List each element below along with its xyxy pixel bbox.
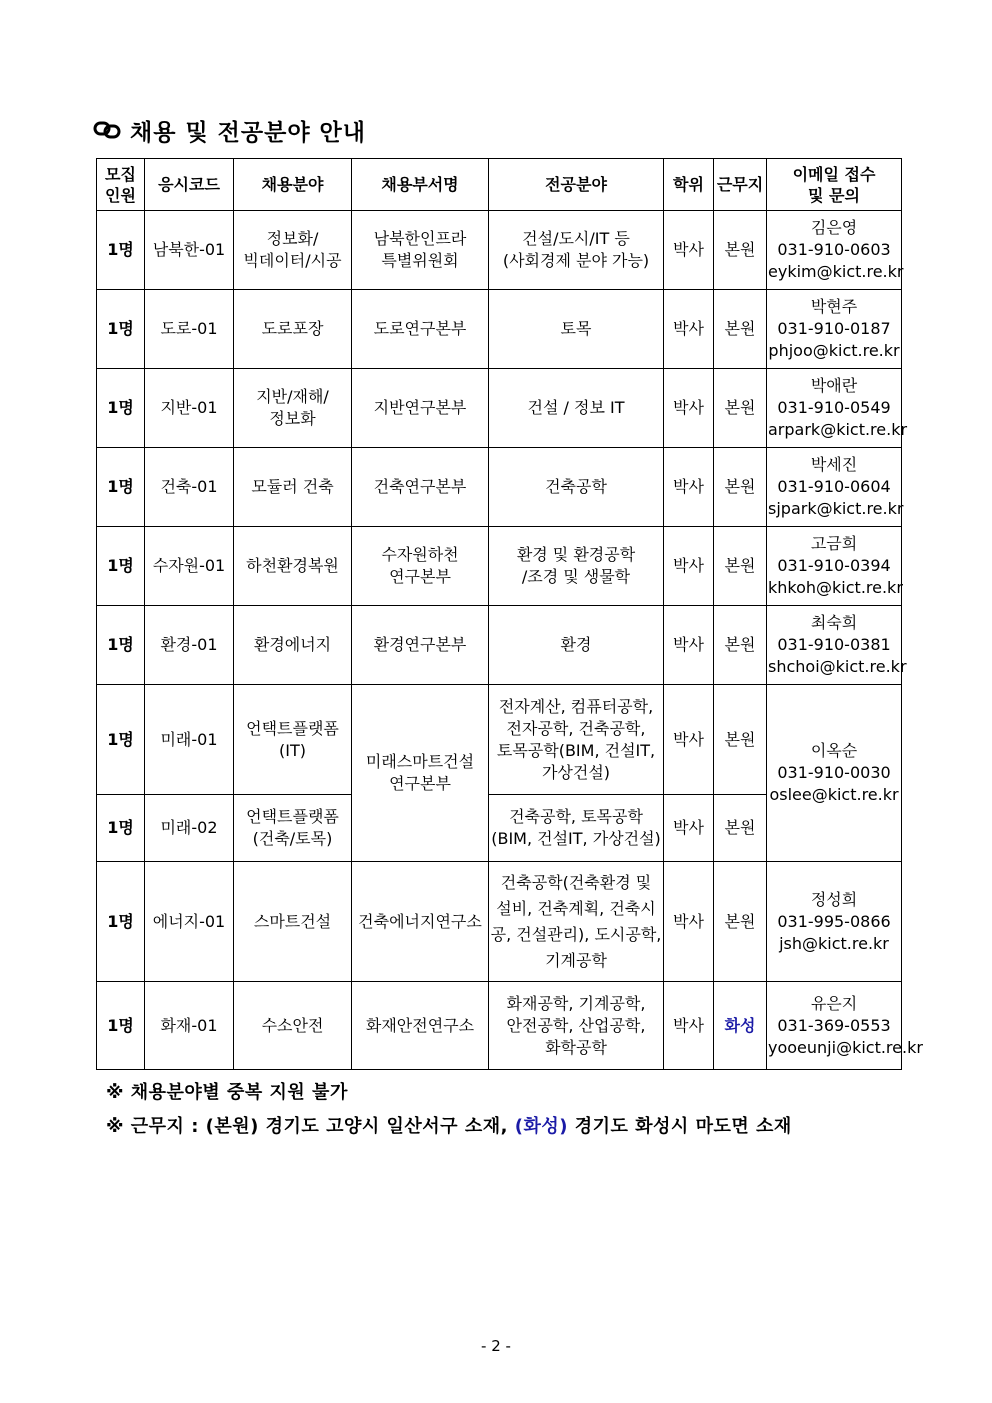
cell-degree: 박사 — [664, 685, 714, 795]
link-icon — [94, 120, 120, 140]
cell-code: 지반-01 — [145, 369, 234, 448]
table-row — [97, 862, 902, 982]
table-row — [97, 211, 902, 290]
cell-location: 본원 — [714, 290, 767, 369]
cell-count: 1명 — [97, 862, 145, 982]
cell-field: 하천환경복원 — [234, 527, 352, 606]
cell-field: 스마트건설 — [234, 862, 352, 982]
cell-dept: 지반연구본부 — [352, 369, 489, 448]
cell-location: 본원 — [714, 685, 767, 795]
cell-contact: 고금희 031-910-0394 khkoh@kict.re.kr — [767, 527, 902, 606]
cell-code: 남북한-01 — [145, 211, 234, 290]
cell-field: 환경에너지 — [234, 606, 352, 685]
cell-major: 환경 및 환경공학 /조경 및 생물학 — [489, 527, 664, 606]
note-location-text: ※ 근무지 : (본원) 경기도 고양시 일산서구 소재, — [106, 1116, 515, 1137]
section-title-text: 채용 및 전공분야 안내 — [130, 119, 366, 146]
header-contact: 이메일 접수 및 문의 — [767, 159, 902, 211]
note-location-text-end: 경기도 화성시 마도면 소재 — [567, 1116, 792, 1137]
cell-count: 1명 — [97, 527, 145, 606]
cell-code: 도로-01 — [145, 290, 234, 369]
cell-dept: 건축에너지연구소 — [352, 862, 489, 982]
cell-location: 본원 — [714, 211, 767, 290]
cell-dept: 화재안전연구소 — [352, 982, 489, 1070]
cell-field: 도로포장 — [234, 290, 352, 369]
header-field: 채용분야 — [234, 159, 352, 211]
section-title — [94, 114, 366, 146]
cell-degree: 박사 — [664, 982, 714, 1070]
cell-major: 건축공학, 토목공학 (BIM, 건설IT, 가상건설) — [489, 795, 664, 862]
cell-field: 모듈러 건축 — [234, 448, 352, 527]
cell-count: 1명 — [97, 982, 145, 1070]
cell-location: 본원 — [714, 527, 767, 606]
cell-code: 에너지-01 — [145, 862, 234, 982]
cell-degree: 박사 — [664, 448, 714, 527]
table-row — [97, 369, 902, 448]
header-degree: 학위 — [664, 159, 714, 211]
table-row — [97, 606, 902, 685]
cell-contact: 이옥순 031-910-0030 oslee@kict.re.kr — [767, 685, 902, 862]
cell-major: 화재공학, 기계공학, 안전공학, 산업공학, 화학공학 — [489, 982, 664, 1070]
cell-major: 건축공학 — [489, 448, 664, 527]
cell-degree: 박사 — [664, 606, 714, 685]
cell-dept: 수자원하천 연구본부 — [352, 527, 489, 606]
cell-major: 토목 — [489, 290, 664, 369]
cell-count: 1명 — [97, 290, 145, 369]
header-row — [97, 159, 902, 211]
cell-degree: 박사 — [664, 862, 714, 982]
cell-count: 1명 — [97, 211, 145, 290]
cell-code: 수자원-01 — [145, 527, 234, 606]
cell-contact: 최숙희 031-910-0381 shchoi@kict.re.kr — [767, 606, 902, 685]
cell-degree: 박사 — [664, 527, 714, 606]
cell-major: 건설 / 정보 IT — [489, 369, 664, 448]
cell-code: 미래-02 — [145, 795, 234, 862]
cell-dept: 환경연구본부 — [352, 606, 489, 685]
cell-major: 환경 — [489, 606, 664, 685]
table-row — [97, 527, 902, 606]
cell-major: 전자계산, 컴퓨터공학, 전자공학, 건축공학, 토목공학(BIM, 건설IT, 가상건설) — [489, 685, 664, 795]
cell-contact: 유은지 031-369-0553 yooeunji@kict.re.kr — [767, 982, 902, 1070]
note-location-highlight: (화성) — [514, 1116, 568, 1137]
cell-degree: 박사 — [664, 290, 714, 369]
cell-dept: 미래스마트건설 연구본부 — [352, 685, 489, 862]
cell-field: 언택트플랫폼 (IT) — [234, 685, 352, 795]
cell-dept: 건축연구본부 — [352, 448, 489, 527]
cell-field: 수소안전 — [234, 982, 352, 1070]
cell-dept: 도로연구본부 — [352, 290, 489, 369]
cell-major: 건설/도시/IT 등 (사회경제 분야 가능) — [489, 211, 664, 290]
cell-count: 1명 — [97, 369, 145, 448]
note-duplicate: ※ 채용분야별 중복 지원 불가 — [106, 1082, 348, 1103]
cell-location: 본원 — [714, 795, 767, 862]
cell-contact: 박애란 031-910-0549 arpark@kict.re.kr — [767, 369, 902, 448]
cell-contact: 정성희 031-995-0866 jsh@kict.re.kr — [767, 862, 902, 982]
cell-count: 1명 — [97, 448, 145, 527]
cell-field: 정보화/ 빅데이터/시공 — [234, 211, 352, 290]
cell-location: 본원 — [714, 448, 767, 527]
header-count: 모집 인원 — [97, 159, 145, 211]
header-major: 전공분야 — [489, 159, 664, 211]
cell-count: 1명 — [97, 685, 145, 795]
cell-code: 건축-01 — [145, 448, 234, 527]
cell-degree: 박사 — [664, 211, 714, 290]
header-code: 응시코드 — [145, 159, 234, 211]
cell-location: 본원 — [714, 862, 767, 982]
cell-location: 본원 — [714, 369, 767, 448]
cell-contact: 박세진 031-910-0604 sjpark@kict.re.kr — [767, 448, 902, 527]
cell-code: 환경-01 — [145, 606, 234, 685]
cell-location: 본원 — [714, 606, 767, 685]
header-location: 근무지 — [714, 159, 767, 211]
cell-degree: 박사 — [664, 369, 714, 448]
cell-contact: 김은영 031-910-0603 eykim@kict.re.kr — [767, 211, 902, 290]
recruitment-table — [96, 158, 923, 1070]
cell-major: 건축공학(건축환경 및 설비, 건축계획, 건축시 공, 건설관리), 도시공학, 기계공학 — [489, 862, 664, 982]
note-location — [106, 1112, 792, 1138]
cell-location: 화성 — [714, 982, 767, 1070]
page-number: - 2 - — [481, 1337, 511, 1355]
table-row — [97, 685, 902, 795]
table-row — [97, 982, 902, 1070]
table-row — [97, 448, 902, 527]
cell-degree: 박사 — [664, 795, 714, 862]
header-dept: 채용부서명 — [352, 159, 489, 211]
cell-field: 지반/재해/ 정보화 — [234, 369, 352, 448]
table-row — [97, 290, 902, 369]
cell-code: 미래-01 — [145, 685, 234, 795]
cell-contact: 박현주 031-910-0187 phjoo@kict.re.kr — [767, 290, 902, 369]
cell-count: 1명 — [97, 795, 145, 862]
cell-field: 언택트플랫폼 (건축/토목) — [234, 795, 352, 862]
cell-count: 1명 — [97, 606, 145, 685]
cell-code: 화재-01 — [145, 982, 234, 1070]
cell-dept: 남북한인프라 특별위원회 — [352, 211, 489, 290]
